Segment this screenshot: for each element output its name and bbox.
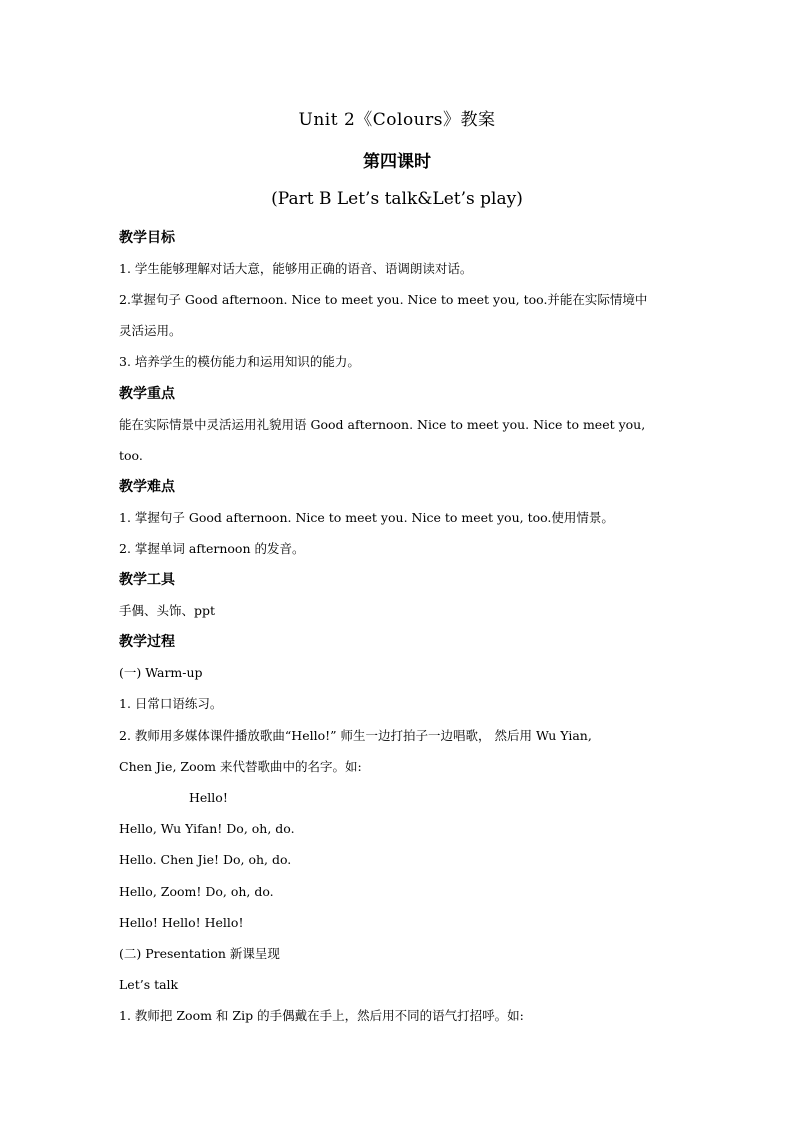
difficulty-1: 1. 掌握句子 Good afternoon. Nice to meet you. Nice to meet you, too.使用情景。 (119, 510, 614, 525)
step-presentation: (二) Presentation 新课呈现 (119, 946, 280, 961)
song-line-3: Hello, Zoom! Do, oh, do. (119, 884, 274, 899)
key-point-text: 能在实际情景中灵活运用礼貌用语 Good afternoon. Nice to meet you. Nice to meet you, (119, 417, 646, 432)
document-title: Unit 2《Colours》教案 (298, 110, 496, 130)
song-title: Hello! (189, 790, 228, 805)
presentation-item-1: 1. 教师把 Zoom 和 Zip 的手偶戴在手上，然后用不同的语气打招呼。如: (119, 1008, 524, 1023)
lesson-part: (Part B Let’s talk&Let’s play) (271, 189, 523, 209)
section-heading-key-points: 教学重点 (119, 386, 175, 402)
warm-up-item-1: 1. 日常口语练习。 (119, 696, 223, 711)
warm-up-item-2-continued: Chen Jie, Zoom 来代替歌曲中的名字。如: (119, 759, 362, 774)
objective-2-continued: 灵活运用。 (119, 323, 182, 338)
objective-1: 1. 学生能够理解对话大意，能够用正确的语音、语调朗读对话。 (119, 261, 473, 276)
song-line-2: Hello. Chen Jie! Do, oh, do. (119, 852, 292, 867)
tools-list: 手偶、头饰、ppt (119, 603, 216, 618)
lesson-number: 第四课时 (363, 152, 431, 172)
step-warm-up: (一) Warm-up (119, 665, 203, 680)
key-point-text-continued: too. (119, 448, 143, 463)
objective-2: 2.掌握句子 Good afternoon. Nice to meet you. Nice to meet you, too.并能在实际情境中 (119, 292, 648, 307)
objective-3: 3. 培养学生的模仿能力和运用知识的能力。 (119, 354, 360, 369)
song-line-1: Hello, Wu Yifan! Do, oh, do. (119, 821, 295, 836)
warm-up-item-2: 2. 教师用多媒体课件播放歌曲“Hello!” 师生一边打拍子一边唱歌， 然后用 Wu Yian, (119, 728, 592, 743)
lets-talk-label: Let’s talk (119, 977, 179, 992)
section-heading-process: 教学过程 (119, 634, 175, 650)
section-heading-difficulties: 教学难点 (119, 479, 175, 495)
song-line-4: Hello! Hello! Hello! (119, 915, 244, 930)
section-heading-objectives: 教学目标 (119, 230, 175, 246)
difficulty-2: 2. 掌握单词 afternoon 的发音。 (119, 541, 305, 556)
section-heading-tools: 教学工具 (119, 572, 175, 588)
